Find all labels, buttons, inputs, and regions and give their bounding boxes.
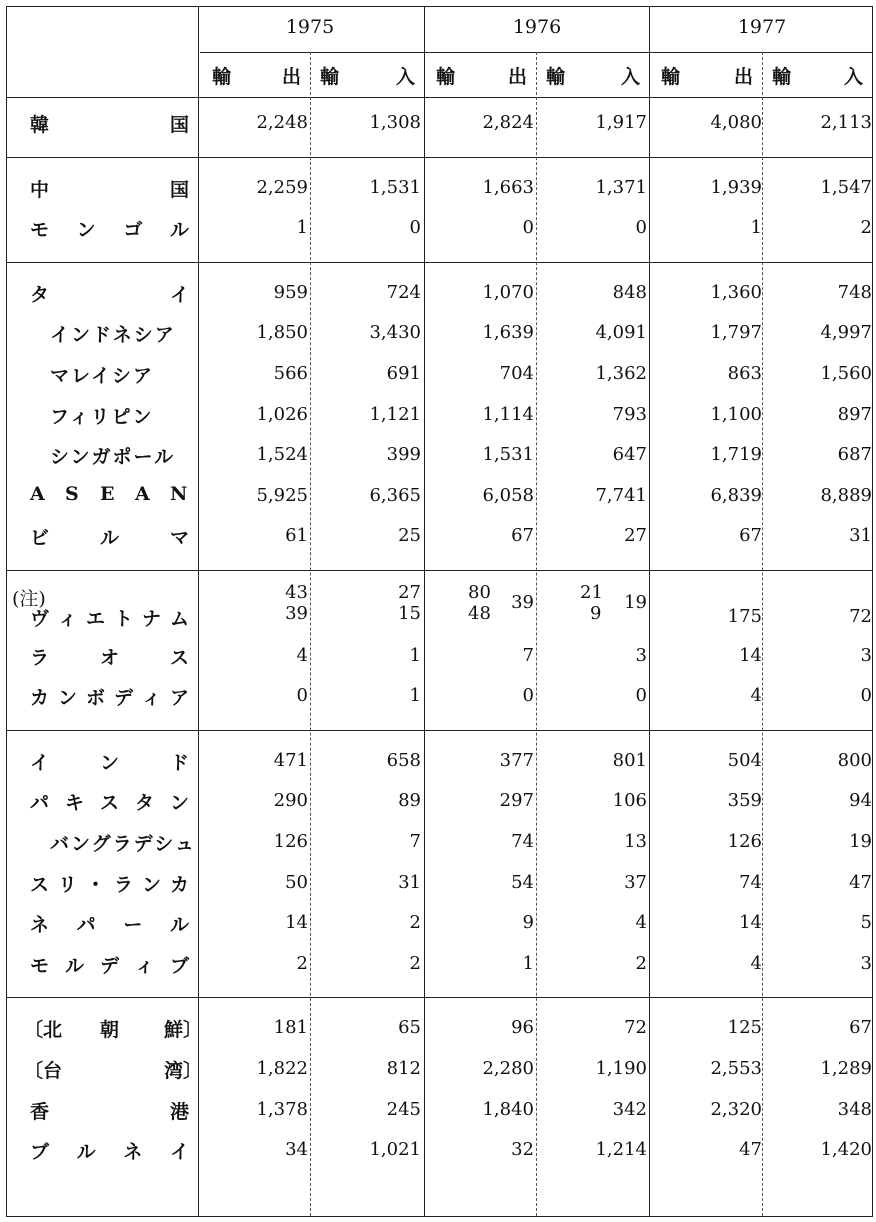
vietnam-1976-i_total: 19 [624, 592, 647, 613]
row-name-1-1-3: ル [170, 219, 190, 242]
cell-2-1-3: 4,091 [595, 322, 647, 344]
cell-4-0-5: 800 [837, 749, 872, 771]
cell-2-6-4: 67 [739, 525, 762, 547]
cell-1-0-4: 1,939 [710, 176, 762, 198]
cell-2-0-5: 748 [837, 281, 872, 303]
cell-3-1-4: 14 [739, 644, 762, 666]
cell-5-1-4: 2,553 [710, 1058, 762, 1079]
cell-2-5-5: 8,889 [820, 484, 872, 506]
cell-3-0-4: 175 [727, 606, 762, 627]
row-name-3-0-2: エ [86, 608, 106, 630]
header-import_a-1977: 輸 [772, 66, 792, 88]
vietnam-1976-i_top: 21 [580, 582, 603, 603]
cell-5-1-0: 1,822 [256, 1058, 308, 1079]
cell-2-3-5: 897 [837, 403, 872, 425]
cell-4-3-3: 37 [624, 871, 647, 893]
row-name-2-5-1: S [65, 482, 79, 505]
body-year-divider-1 [649, 98, 650, 1216]
cell-4-0-1: 658 [386, 749, 421, 771]
cell-2-3-1: 1,121 [369, 403, 421, 425]
row-name-4-1-0: パ [30, 792, 50, 815]
cell-5-2-5: 348 [837, 1098, 872, 1120]
cell-3-0-1: 27 [398, 582, 421, 603]
cell-4-4-0: 14 [285, 912, 308, 934]
year-divider-1976 [424, 6, 425, 98]
row-name-4-3-0: ス [30, 873, 50, 896]
row-name-2-6-1: ル [100, 527, 120, 550]
cell-3-2-5: 0 [860, 685, 872, 707]
row-name-3-2-2: ボ [86, 687, 106, 710]
cell-4-3-5: 47 [849, 871, 872, 893]
cell-3-2-0: 0 [296, 685, 308, 707]
cell-3-0-0: 43 [285, 582, 308, 603]
cell-2-3-4: 1,100 [710, 403, 762, 425]
cell-4-5-3: 2 [635, 952, 647, 974]
cell-4-5-1: 2 [409, 952, 421, 974]
cell-2-5-1: 6,365 [369, 484, 421, 506]
row-name-2-5-3: A [135, 482, 150, 505]
row-name-5-3-1: ル [76, 1141, 96, 1164]
header-export_a-1977: 輸 [661, 66, 681, 88]
row-name-4-3-1: リ [58, 873, 78, 896]
header-export_a-1975: 輸 [212, 66, 232, 88]
header-rule [6, 97, 872, 98]
cell-2-4-2: 1,531 [482, 444, 534, 466]
row-name-4-5-2: デ [100, 954, 120, 977]
row-name-5-1-0: 〔台 [24, 1060, 63, 1082]
top-rule [6, 6, 872, 7]
cell-4-2-3: 13 [624, 831, 647, 852]
row-name-3-0-0: ヴ [30, 608, 50, 630]
cell-2-6-0: 61 [285, 525, 308, 547]
cell-5-1-3: 1,190 [595, 1058, 647, 1079]
cell-4-4-3: 4 [635, 912, 647, 934]
cell-3-2-4: 4 [750, 685, 762, 707]
cell-4-5-2: 1 [522, 952, 534, 974]
group-rule-0 [6, 157, 872, 158]
cell-4-3-1: 31 [398, 871, 421, 893]
row-name-4-1-4: ン [170, 792, 190, 815]
row-name-4-4-1: パ [76, 914, 96, 937]
row-name-2-3: フィリピン [50, 405, 154, 428]
cell-3-1-5: 3 [860, 644, 872, 666]
cell-2-6-1: 25 [398, 525, 421, 547]
cell-1-1-3: 0 [635, 217, 647, 239]
row-name-2-2: マレイシア [50, 365, 155, 387]
cell-2-6-5: 31 [849, 525, 872, 547]
row-name-3-2-5: ア [170, 687, 190, 710]
cell-1-1-4: 1 [750, 217, 762, 239]
cell-4-4-2: 9 [522, 912, 534, 934]
cell-0-0-0: 2,248 [256, 112, 308, 133]
cell-1-1-5: 2 [860, 217, 872, 239]
row-name-2-0-0: タ [30, 283, 50, 306]
row-name-4-5-1: ル [65, 954, 85, 977]
cell-2-6-3: 27 [624, 525, 647, 547]
cell-5-3-4: 47 [739, 1139, 762, 1161]
row-name-4-1-2: ス [100, 792, 120, 815]
row-name-1-0-0: 中 [30, 178, 50, 201]
row-name-3-0-4: ナ [142, 608, 162, 630]
cell-4-4-1: 2 [409, 912, 421, 934]
row-name-5-3-0: ブ [30, 1141, 50, 1164]
cell-1-1-1: 0 [409, 217, 421, 239]
header-export_b-1977: 出 [734, 66, 754, 88]
row-name-5-2-0: 香 [30, 1100, 50, 1123]
cell-1-0-0: 2,259 [256, 176, 308, 198]
group-rule-1 [6, 262, 872, 263]
cell-4-4-5: 5 [860, 912, 872, 934]
row-name-1-1-1: ン [76, 219, 96, 242]
row-name-4-0-0: イ [30, 751, 50, 774]
cell-1-0-2: 1,663 [482, 176, 534, 198]
cell-5-1-2: 2,280 [482, 1058, 534, 1079]
row-name-5-3-2: ネ [123, 1141, 143, 1164]
cell-3-1-0: 4 [296, 644, 308, 666]
cell-3-2-2: 0 [522, 685, 534, 707]
row-name-0-0-1: 国 [170, 114, 190, 136]
cell-5-3-0: 34 [285, 1139, 308, 1161]
cell-5-2-3: 342 [612, 1098, 647, 1120]
vietnam-1976-e_bot: 48 [468, 603, 491, 624]
row-name-3-0-3: ト [114, 608, 134, 630]
cell-3-1-3: 3 [635, 644, 647, 666]
cell-5-3-1: 1,021 [369, 1139, 421, 1161]
group-rule-3 [6, 730, 872, 731]
row-name-3-2-1: ン [58, 687, 78, 710]
cell-0-0-4: 4,080 [710, 112, 762, 133]
left-border [6, 6, 7, 1217]
row-name-3-0-1: ィ [58, 608, 78, 630]
header-export_a-1976: 輸 [436, 66, 456, 88]
row-name-4-3-3: ラ [114, 873, 134, 896]
cell-1-0-3: 1,371 [595, 176, 647, 198]
cell-2-1-0: 1,850 [256, 322, 308, 344]
row-name-2-4: シンガポール [50, 446, 176, 469]
cell-2-0-3: 848 [612, 281, 647, 303]
cell-2-3-3: 793 [612, 403, 647, 425]
header-import_a-1975: 輸 [320, 66, 340, 88]
cell-2-2-5: 1,560 [820, 363, 872, 384]
row-name-0-0-0: 韓 [30, 114, 50, 136]
row-name-4-3-5: カ [170, 873, 190, 896]
cell-4-4-4: 14 [739, 912, 762, 934]
cell-5-1-1: 812 [386, 1058, 421, 1079]
cell-0-0-1: 1,308 [369, 112, 421, 133]
row-name-4-5-0: モ [30, 954, 50, 977]
vietnam-1976-i_bot: 9 [590, 603, 602, 624]
header-export_b-1976: 出 [508, 66, 528, 88]
cell-2-4-3: 647 [612, 444, 647, 466]
cell-4-2-1: 7 [409, 831, 421, 852]
vietnam-1976-e_total: 39 [511, 592, 534, 613]
row-name-4-2: バングラデシュ [50, 833, 196, 855]
cell-4-2-5: 19 [849, 831, 872, 852]
note-label: (注) [12, 588, 46, 610]
row-name-5-2-1: 港 [170, 1100, 190, 1123]
cell-4-5-4: 4 [750, 952, 762, 974]
row-name-4-0-2: ド [170, 751, 190, 774]
cell-2-0-0: 959 [273, 281, 308, 303]
cell-2-0-2: 1,070 [482, 281, 534, 303]
row-name-3-2-3: デ [114, 687, 134, 710]
header-import_b-1976: 入 [621, 66, 641, 88]
group-rule-4 [6, 997, 872, 998]
sub-divider-2 [762, 52, 763, 1216]
cell-2-5-0: 5,925 [256, 484, 308, 506]
cell-3-1-2: 7 [522, 644, 534, 666]
row-name-1-1-0: モ [30, 219, 50, 242]
row-name-4-4-0: ネ [30, 914, 50, 937]
cell-5-3-2: 32 [511, 1139, 534, 1161]
cell-4-5-5: 3 [860, 952, 872, 974]
row-name-1-1-2: ゴ [123, 219, 143, 242]
cell-4-1-5: 94 [849, 790, 872, 812]
cell-4-0-3: 801 [612, 749, 647, 771]
cell-5-2-0: 1,378 [256, 1098, 308, 1120]
cell-2-0-4: 1,360 [710, 281, 762, 303]
row-name-4-5-4: ブ [170, 954, 190, 977]
row-name-3-1-2: ス [170, 646, 190, 669]
year-1977: 1977 [737, 16, 787, 38]
cell-1-1-2: 0 [522, 217, 534, 239]
row-name-4-5-3: ィ [135, 954, 155, 977]
row-name-5-1-1: 湾〕 [164, 1060, 203, 1082]
cell-5-0-0: 181 [273, 1017, 308, 1039]
row-name-4-4-3: ル [170, 914, 190, 937]
cell-0-0-2: 2,824 [482, 112, 534, 133]
row-name-3-2-4: ィ [142, 687, 162, 710]
cell-4-0-2: 377 [499, 749, 534, 771]
cell2-3-0-1: 15 [398, 603, 421, 624]
header-import_b-1977: 入 [844, 66, 864, 88]
sub-divider-0 [310, 52, 311, 1216]
row-name-3-1-1: オ [100, 646, 120, 669]
cell-2-1-2: 1,639 [482, 322, 534, 344]
cell-5-0-2: 96 [511, 1017, 534, 1039]
cell-2-2-0: 566 [273, 363, 308, 384]
cell-2-3-0: 1,026 [256, 403, 308, 425]
sub-divider-1 [536, 52, 537, 1216]
header-import_a-1976: 輸 [546, 66, 566, 88]
cell-2-1-4: 1,797 [710, 322, 762, 344]
cell-2-5-3: 7,741 [595, 484, 647, 506]
row-name-3-0-5: ム [170, 608, 190, 630]
cell-5-1-5: 1,289 [820, 1058, 872, 1079]
cell-2-4-1: 399 [386, 444, 421, 466]
cell-2-2-4: 863 [727, 363, 762, 384]
cell-5-0-1: 65 [398, 1017, 421, 1039]
row-name-1-0-1: 国 [170, 178, 190, 201]
cell-0-0-5: 2,113 [820, 112, 872, 133]
cell-2-4-0: 1,524 [256, 444, 308, 466]
row-name-4-1-1: キ [65, 792, 85, 815]
cell-2-1-5: 4,997 [820, 322, 872, 344]
row-name-2-6-0: ビ [30, 527, 50, 550]
cell-5-2-1: 245 [386, 1098, 421, 1120]
year-1975: 1975 [285, 16, 335, 38]
year-divider-1977 [649, 6, 650, 98]
body-year-divider-0 [424, 98, 425, 1216]
cell-2-4-4: 1,719 [710, 444, 762, 466]
row-name-3-1-0: ラ [30, 646, 50, 669]
row-name-2-1: インドネシア [50, 324, 176, 347]
bottom-rule [6, 1216, 872, 1217]
cell-2-5-4: 6,839 [710, 484, 762, 506]
cell-4-1-0: 290 [273, 790, 308, 812]
cell-4-2-2: 74 [511, 831, 534, 852]
row-name-4-0-1: ン [100, 751, 120, 774]
row-name-5-0-0: 〔北 [24, 1019, 63, 1042]
cell-2-0-1: 724 [386, 281, 421, 303]
cell-2-5-2: 6,058 [482, 484, 534, 506]
row-name-4-1-3: タ [135, 792, 155, 815]
cell-3-0-5: 72 [849, 606, 872, 627]
cell-4-5-0: 2 [296, 952, 308, 974]
cell-3-2-1: 1 [409, 685, 421, 707]
vietnam-1976-e_top: 80 [468, 582, 491, 603]
cell2-3-0-0: 39 [285, 603, 308, 624]
row-name-2-5-2: E [100, 482, 115, 505]
group-rule-2 [6, 570, 872, 571]
row-name-4-3-4: ン [142, 873, 162, 896]
header-import_b-1975: 入 [396, 66, 416, 88]
cell-5-0-4: 125 [727, 1017, 762, 1039]
cell-4-2-0: 126 [273, 831, 308, 852]
cell-5-0-5: 67 [849, 1017, 872, 1039]
cell-5-3-5: 1,420 [820, 1139, 872, 1161]
cell-2-6-2: 67 [511, 525, 534, 547]
cell-5-3-3: 1,214 [595, 1139, 647, 1161]
row-name-4-4-2: ー [123, 914, 143, 937]
cell-1-1-0: 1 [296, 217, 308, 239]
cell-4-0-4: 504 [727, 749, 762, 771]
cell-4-3-0: 50 [285, 871, 308, 893]
row-name-2-0-1: イ [170, 283, 190, 306]
row-name-5-0-1: 朝 [100, 1019, 120, 1042]
cell-0-0-3: 1,917 [595, 112, 647, 133]
row-name-5-3-3: イ [170, 1141, 190, 1164]
year-1976: 1976 [512, 16, 562, 38]
cell-2-3-2: 1,114 [482, 403, 534, 425]
cell-4-1-3: 106 [612, 790, 647, 812]
cell-1-0-5: 1,547 [820, 176, 872, 198]
cell-4-1-2: 297 [499, 790, 534, 812]
right-border [872, 6, 873, 1217]
cell-4-3-2: 54 [511, 871, 534, 893]
row-name-3-2-0: カ [30, 687, 50, 710]
row-name-2-5-4: N [170, 482, 188, 505]
cell-2-2-3: 1,362 [595, 363, 647, 384]
cell-5-0-3: 72 [624, 1017, 647, 1039]
cell-4-2-4: 126 [727, 831, 762, 852]
cell-4-0-0: 471 [273, 749, 308, 771]
header-export_b-1975: 出 [282, 66, 302, 88]
cell-2-1-1: 3,430 [369, 322, 421, 344]
cell-1-0-1: 1,531 [369, 176, 421, 198]
cell-2-2-2: 704 [499, 363, 534, 384]
cell-2-2-1: 691 [386, 363, 421, 384]
cell-5-2-2: 1,840 [482, 1098, 534, 1120]
row-name-5-0-2: 鮮〕 [164, 1019, 203, 1042]
cell-3-2-3: 0 [635, 685, 647, 707]
cell-3-1-1: 1 [409, 644, 421, 666]
cell-4-3-4: 74 [739, 871, 762, 893]
cell-5-2-4: 2,320 [710, 1098, 762, 1120]
row-name-2-5-0: A [30, 482, 45, 505]
row-name-2-6-2: マ [170, 527, 190, 550]
cell-2-4-5: 687 [837, 444, 872, 466]
row-name-4-3-2: ・ [86, 873, 106, 896]
cell-4-1-4: 359 [727, 790, 762, 812]
cell-4-1-1: 89 [398, 790, 421, 812]
